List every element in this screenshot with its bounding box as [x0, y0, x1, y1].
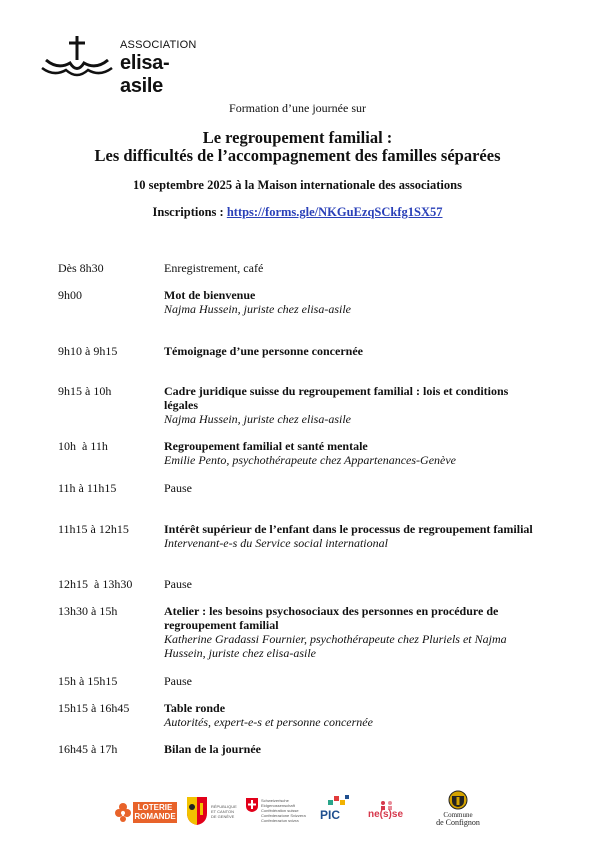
program-time: 15h à 15h15 [58, 674, 118, 688]
boat-logo-icon [40, 30, 115, 80]
program-time: 11h à 11h15 [58, 481, 117, 495]
program-title: Mot de bienvenue [164, 288, 256, 302]
pic-text: PIC [320, 808, 341, 822]
program-title: Regroupement familial et santé mentale [164, 439, 368, 453]
swiss-line-3: Confederazione Svizzera [261, 813, 306, 818]
loterie-romande-logo [115, 800, 177, 824]
date-line: 10 septembre 2025 à la Maison internationale des associations [133, 178, 462, 192]
commune-line-1: Commune [443, 811, 473, 819]
logo-small-text: ASSOCIATION [120, 39, 197, 51]
geneve-logo [186, 794, 240, 830]
page-title [0, 129, 595, 165]
inscriptions-label: Inscriptions : [152, 205, 227, 219]
geneve-shield-icon [186, 796, 208, 826]
program-time: 10h à 11h [58, 439, 108, 453]
program-title: Atelier : les besoins psychosociaux des personnes en procédure de regroupement familial [164, 604, 499, 632]
program-title: Pause [164, 481, 192, 495]
swiss-line-4: Confederaziun svizra [261, 818, 299, 823]
geneve-line-1: RÉPUBLIQUE [211, 804, 237, 809]
title-line-2: Les difficultés de l’accompagnement des familles séparées [94, 146, 501, 165]
program-title: Cadre juridique suisse du regroupement familial : lois et conditions légales [164, 384, 509, 412]
program-speaker: Intervenant-e-s du Service social international [164, 536, 388, 550]
commune-line-2: de Confignon [436, 818, 480, 827]
intro-text: Formation d’une journée sur [229, 101, 366, 115]
program-title: Bilan de la journée [164, 742, 262, 756]
clover-icon [115, 801, 131, 823]
program-time: 9h00 [58, 288, 82, 302]
nesse-logo [368, 800, 412, 826]
commune-confignon-logo [428, 790, 488, 834]
program-time: 13h30 à 15h [58, 604, 118, 618]
program-speaker: Katherine Gradassi Fournier, psychothérapeute chez Pluriels et Najma Hussein, juriste chez elisa-asile [164, 632, 507, 660]
geneve-line-2: ET CANTON [211, 809, 234, 814]
elisa-asile-logo [40, 30, 210, 97]
program-time: 9h10 à 9h15 [58, 344, 118, 358]
program-title: Enregistrement, café [164, 261, 264, 275]
program-time: 15h15 à 16h45 [58, 701, 130, 715]
swiss-line-2: Confédération suisse [261, 808, 299, 813]
loterie-line-2: ROMANDE [134, 812, 176, 821]
program-speaker: Najma Hussein, juriste chez elisa-asile [164, 302, 351, 316]
swiss-line-1: Schweizerische Eidgenossenschaft [261, 798, 295, 808]
commune-crest-icon [448, 790, 468, 810]
nesse-text: ne(s)se [368, 809, 404, 820]
pic-squares-icon [328, 794, 350, 808]
program-speaker: Emilie Pento, psychothérapeute chez Appartenances-Genève [164, 453, 457, 467]
program-time: Dès 8h30 [58, 261, 104, 275]
loterie-line-1: LOTERIE [137, 803, 173, 812]
swiss-cross-icon [246, 798, 258, 812]
program-title: Table ronde [164, 701, 226, 715]
program-time: 12h15 à 13h30 [58, 577, 133, 591]
program-title: Intérêt supérieur de l’enfant dans le processus de regroupement familial [164, 522, 533, 536]
program-time: 16h45 à 17h [58, 742, 118, 756]
swiss-confederation-logo [246, 796, 320, 826]
geneve-line-3: DE GENÈVE [211, 814, 235, 819]
program-time: 11h15 à 12h15 [58, 522, 129, 536]
program-title: Témoignage d’une personne concernée [164, 344, 363, 358]
inscriptions-line [0, 205, 595, 220]
program-speaker: Autorités, expert-e-s et personne concernée [164, 715, 373, 729]
logo-big-text: elisa-asile [120, 52, 170, 97]
inscriptions-link[interactable]: https://forms.gle/NKGuEzqSCkfg1SX57 [226, 205, 443, 219]
program-title: Pause [164, 674, 192, 688]
sponsor-logos [110, 790, 485, 834]
title-line-1: Le regroupement familial : [202, 128, 393, 147]
program-title: Pause [164, 577, 192, 591]
program-speaker: Najma Hussein, juriste chez elisa-asile [164, 412, 351, 426]
pic-logo [320, 794, 360, 830]
program-time: 9h15 à 10h [58, 384, 112, 398]
